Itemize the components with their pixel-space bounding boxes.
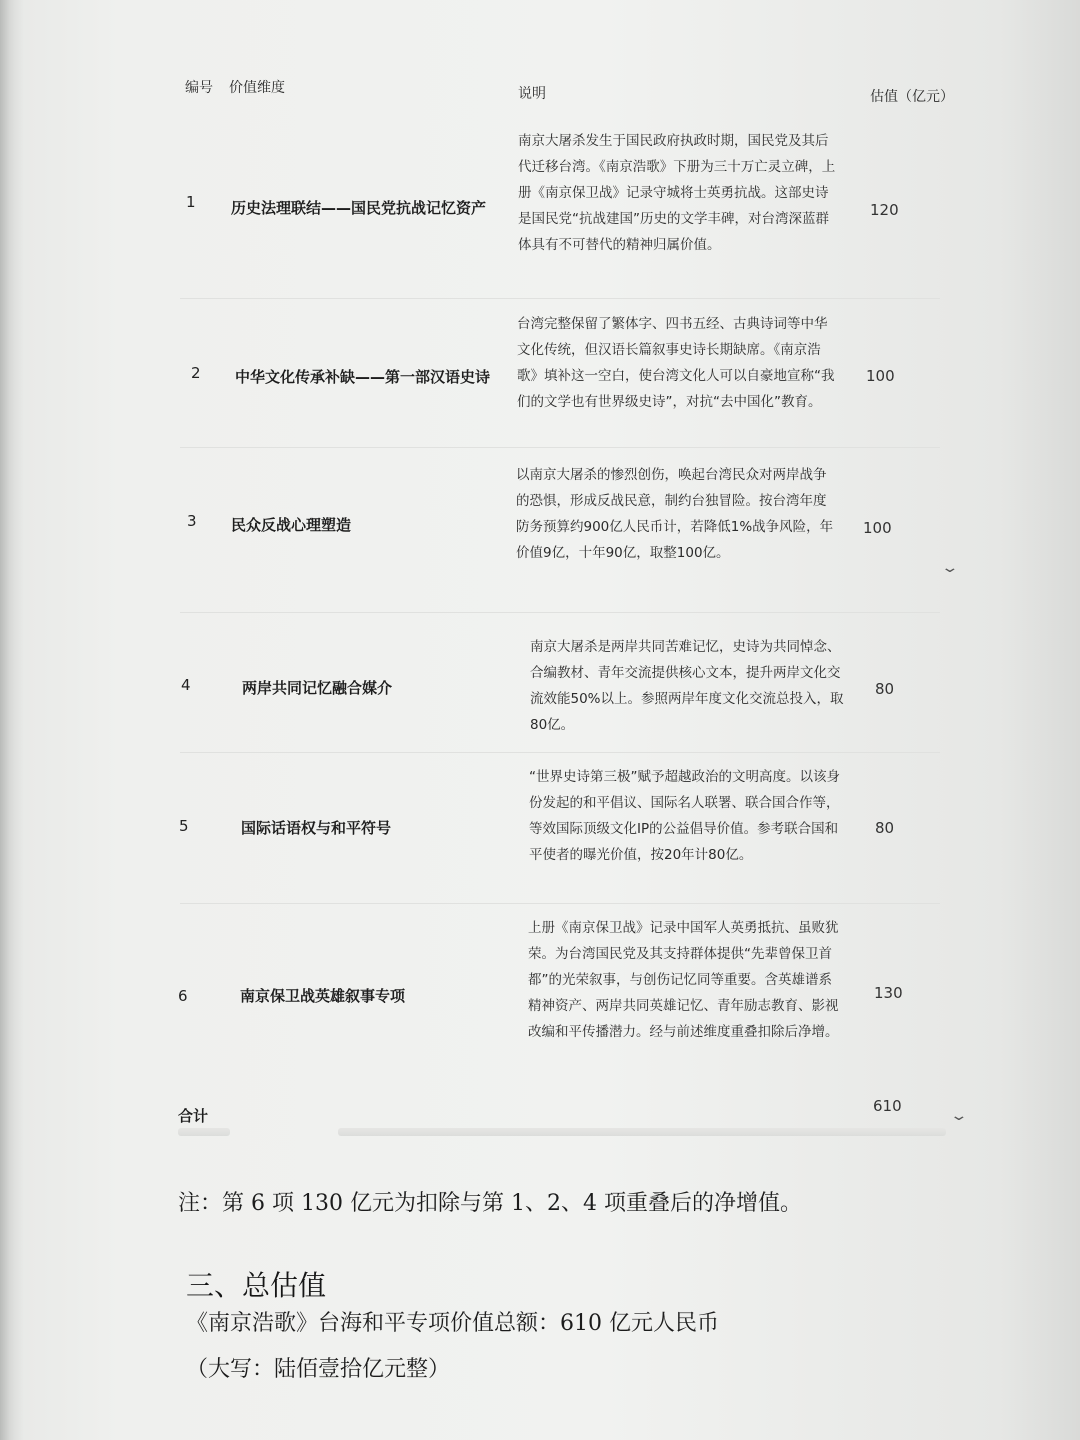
row-4-num: 4 [181,676,191,694]
row-3-dimension: 民众反战心理塑造 [231,516,352,534]
row-1-desc: 南京大屠杀发生于国民政府执政时期，国民党及其后代迁移台湾。《南京浩歌》下册为三十万亡灵立碑，上册《南京保卫战》记录守城将士英勇抗战。这部史诗是国民党“抗战建国”历史的文学丰碑，对台湾深蓝群体具有不可替代的精神归属价值。 [518,133,836,253]
row-6-dimension: 南京保卫战英雄叙事专项 [240,987,406,1005]
total-value: 610 [873,1097,902,1115]
header-num: 编号 [185,80,213,96]
table-note: 注：第 6 项 130 亿元为扣除与第 1、2、4 项重叠后的净增值。 [178,1191,802,1216]
header-dimension: 价值维度 [229,80,285,96]
row-3-divider [180,612,940,613]
row-3-value: 100 [863,519,892,537]
header-value: 估值（亿元） [870,89,954,105]
chevron-down-icon[interactable]: ⌄ [949,1108,969,1124]
row-2-desc: 台湾完整保留了繁体字、四书五经、古典诗词等中华文化传统，但汉语长篇叙事史诗长期缺席。《南京浩歌》填补这一空白，使台湾文化人可以自豪地宣称“我们的文学也有世界级史诗”，对抗“去中国化”教育。 [517,316,835,410]
row-4-value: 80 [875,680,895,698]
row-5-dimension: 国际话语权与和平符号 [241,819,392,837]
total-summary: 《南京浩歌》台海和平专项价值总额：610 亿元人民币 [186,1311,719,1336]
row-2-value: 100 [866,367,895,385]
row-5-desc: “世界史诗第三极”赋予超越政治的文明高度。以该身份发起的和平倡议、国际名人联署、联合国合作等，等效国际顶级文化IP的公益倡导价值。参考联合国和平使者的曝光价值，按20年计80亿。 [529,769,840,863]
row-1-dimension: 历史法理联结——国民党抗战记忆资产 [231,199,487,217]
row-1-divider [180,298,940,299]
page-fold-shadow [0,0,14,1440]
total-summary-uppercase: （大写：陆佰壹拾亿元整） [186,1357,451,1382]
chevron-down-icon[interactable]: ⌄ [940,560,960,576]
row-4-desc: 南京大屠杀是两岸共同苦难记忆，史诗为共同悼念、合编教材、青年交流提供核心文本，提升两岸文化交流效能50%以上。参照两岸年度文化交流总投入，取80亿。 [530,639,844,733]
total-row-underline [338,1128,946,1136]
row-5-value: 80 [875,819,895,837]
header-desc: 说明 [518,86,546,102]
total-label: 合计 [178,1107,209,1125]
row-1-value: 120 [870,201,899,219]
row-4-dimension: 两岸共同记忆融合媒介 [242,679,393,697]
row-5-divider [180,903,940,904]
row-6-desc: 上册《南京保卫战》记录中国军人英勇抵抗、虽败犹荣。为台湾国民党及其支持群体提供“先辈曾保卫首都”的光荣叙事，与创伤记忆同等重要。含英雄谱系精神资产、两岸共同英雄记忆、青年励志教育、影视改编和平传播潜力。经与前述维度重叠扣除后净增。 [528,920,839,1040]
row-1-num: 1 [186,193,196,211]
section-title: 三、总估值 [186,1269,327,1302]
row-2-divider [180,447,940,448]
row-5-num: 5 [179,817,189,835]
row-2-num: 2 [191,364,201,382]
row-6-num: 6 [178,987,188,1005]
row-4-divider [180,752,940,753]
row-2-dimension: 中华文化传承补缺——第一部汉语史诗 [235,368,491,386]
total-row-underline [178,1128,230,1136]
row-3-desc: 以南京大屠杀的惨烈创伤，唤起台湾民众对两岸战争的恐惧，形成反战民意，制约台独冒险。按台湾年度防务预算约900亿人民币计，若降低1%战争风险，年价值9亿，十年90亿，取整100亿。 [516,467,834,561]
row-6-value: 130 [874,984,903,1002]
row-3-num: 3 [187,512,197,530]
